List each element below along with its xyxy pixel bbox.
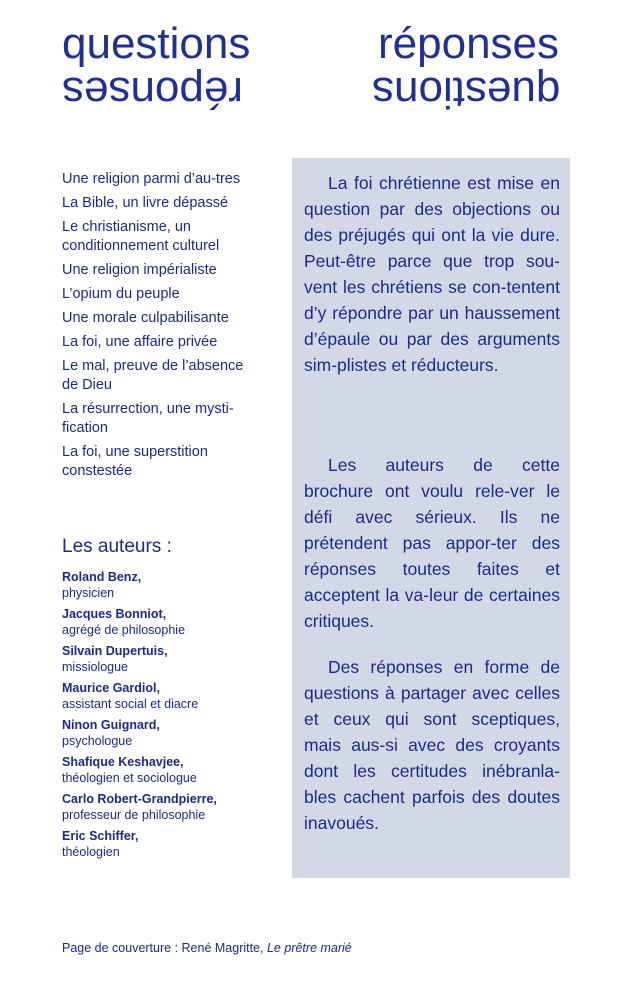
summary-paragraph: La foi chrétienne est mise en question par des objections ou des préjugés qui ont la vie dure. Peut-être parce que trop sou-vent les chrétiens se con-tentent d’y répondre par un haussement d’épaule ou par des arguments sim-plistes et réducteurs.	[304, 173, 560, 375]
author-entry	[62, 791, 282, 823]
topics-list	[62, 170, 262, 486]
title-questions: questions	[62, 19, 251, 68]
topic-item: L’opium du peuple	[62, 286, 180, 302]
author-name: Carlo Robert-Grandpierre,	[62, 792, 217, 806]
topic-item: Une religion parmi d’au-tres	[62, 171, 241, 187]
author-role: professeur de philosophie	[62, 808, 206, 822]
cover-credit-work: Le prêtre marié	[266, 941, 352, 955]
topic-item: La foi, une affaire privée	[62, 334, 218, 350]
author-entry	[62, 754, 282, 786]
author-name: Silvain Dupertuis,	[62, 644, 168, 658]
author-name: Shafique Keshavjee,	[62, 755, 184, 769]
topic-item: Le mal, preuve de l’absence de Dieu	[62, 358, 244, 393]
author-entry	[62, 606, 282, 638]
author-name: Ninon Guignard,	[62, 718, 160, 732]
author-role: physicien	[62, 586, 115, 600]
author-entry	[62, 643, 282, 675]
author-name: Jacques Bonniot,	[62, 607, 167, 621]
author-role: psychologue	[62, 734, 133, 748]
author-name: Eric Schiffer,	[62, 829, 139, 843]
author-role: théologien et sociologue	[62, 771, 197, 785]
author-entry	[62, 569, 282, 601]
topic-item: La Bible, un livre dépassé	[62, 195, 229, 211]
title-reponses: réponses	[378, 19, 560, 68]
topic-item: Une morale culpabilisante	[62, 310, 229, 326]
title-reponses-flipped: réponses	[62, 68, 244, 117]
topic-item: Une religion impérialiste	[62, 262, 217, 278]
author-entry	[62, 680, 282, 712]
author-entry	[62, 828, 282, 860]
cover-credit-prefix: Page de couverture : René Magritte,	[62, 941, 267, 955]
author-name: Roland Benz,	[62, 570, 142, 584]
title-questions-flipped: questions	[372, 68, 561, 117]
summary-box	[292, 158, 570, 878]
author-role: assistant social et diacre	[62, 697, 199, 711]
summary-paragraph: Des réponses en forme de questions à partager avec celles et ceux qui sont sceptiques, mais aus-si avec des croyants dont les certitudes inébranla-bles cachent parfois des doutes inavoués.	[304, 657, 560, 833]
author-role: missiologue	[62, 660, 129, 674]
topic-item: La résurrection, une mysti-fication	[62, 401, 234, 436]
topic-item: La foi, une superstition constestée	[62, 444, 208, 479]
topic-item: Le christianisme, un conditionnement culturel	[62, 219, 220, 254]
author-role: théologien	[62, 845, 120, 859]
summary-paragraph: Les auteurs de cette brochure ont voulu rele-ver le défi avec sérieux. Ils ne prétendent pas appor-ter des réponses toutes faites et acceptent la va-leur de certaines critiques.	[304, 455, 560, 631]
author-entry	[62, 717, 282, 749]
author-name: Maurice Gardiol,	[62, 681, 160, 695]
cover-credit	[62, 941, 352, 955]
authors-heading: Les auteurs :	[62, 536, 172, 557]
author-role: agrégé de philosophie	[62, 623, 186, 637]
authors-list	[62, 569, 282, 865]
